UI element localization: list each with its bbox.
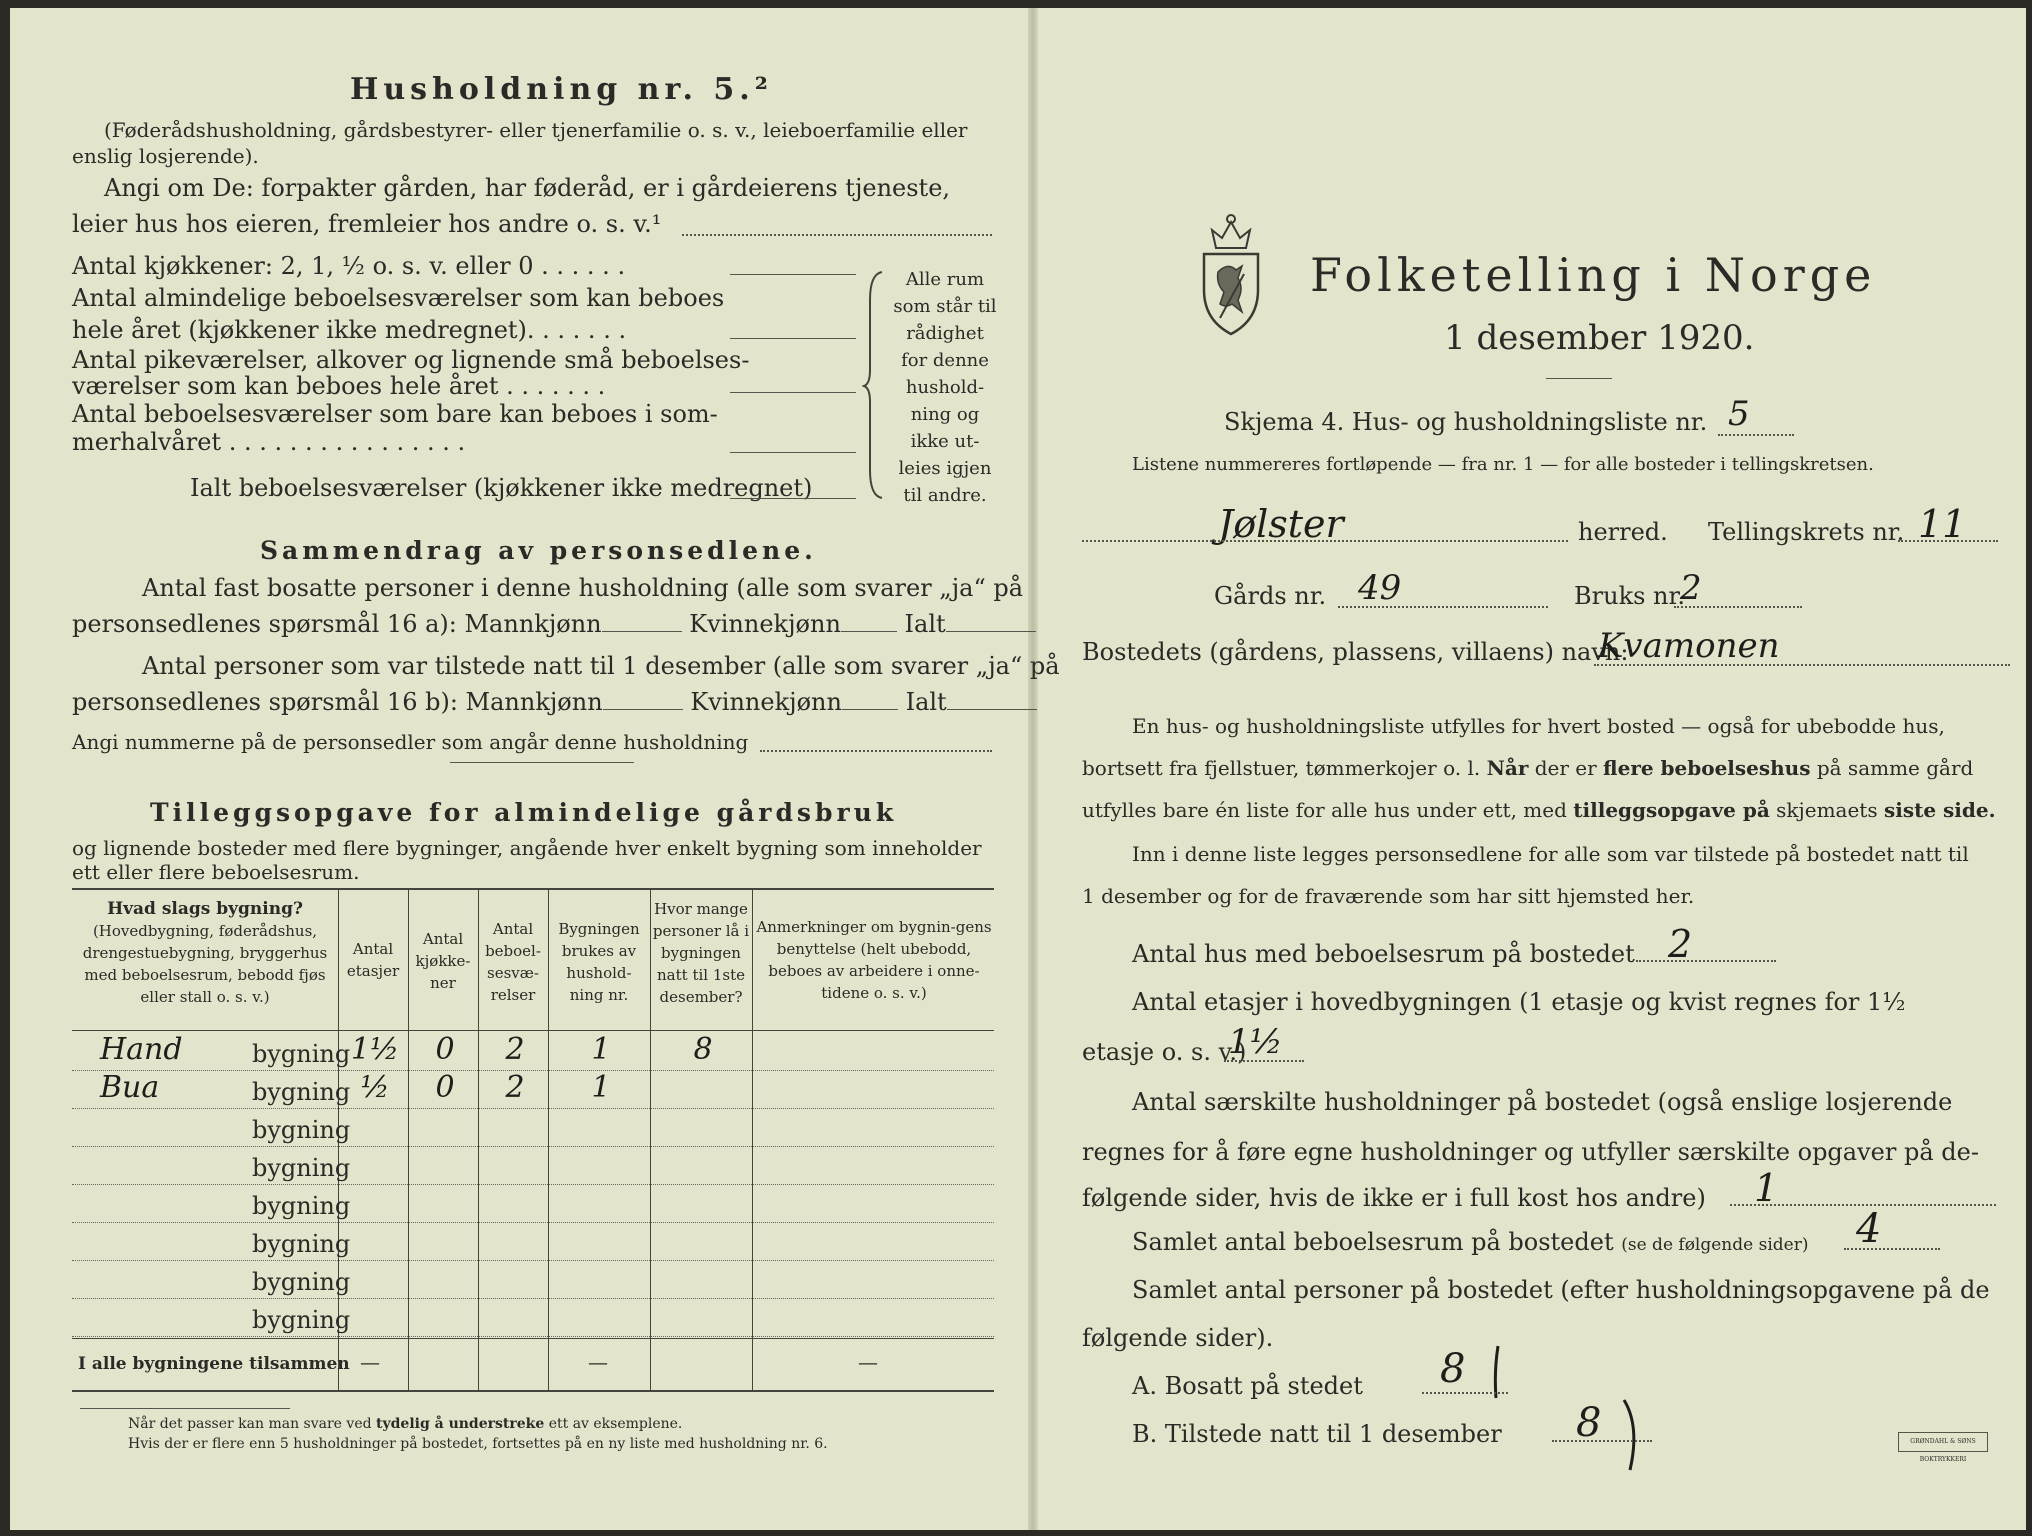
tilstede-line-1: Antal personer som var tilstede natt til 1 desember (alle som svarer „ja“ på	[142, 652, 1060, 680]
right-page	[1038, 8, 2026, 1530]
tillegg-line-2: ett eller flere beboelsesrum.	[72, 860, 360, 884]
nummerne-line: Angi nummerne på de personsedler som angår denne husholdning	[72, 730, 749, 754]
herred-label: herred.	[1578, 518, 1668, 546]
etasjer-line-2: etasje o. s. v.)	[1082, 1038, 1247, 1066]
col-head-rum: Antal beboel-sesvæ-relser	[485, 920, 541, 1004]
brace-note: Alle rum som står til rådighet for denne hushold- ning og ikke ut- leies igjen til andre.	[893, 269, 997, 506]
form-title: Folketelling i Norge	[1310, 248, 1877, 302]
husholdning-note-2: enslig losjerende).	[72, 144, 259, 168]
saer-line-1: Antal særskilte husholdninger på bostedet (også enslige losjerende	[1132, 1088, 1953, 1116]
bosatt-label: A. Bosatt på stedet	[1132, 1372, 1363, 1400]
total-etasjer: —	[360, 1350, 380, 1374]
etasjer-value: 1½	[1228, 1022, 1283, 1062]
samlet-rum-value: 4	[1856, 1206, 1882, 1252]
col-head-etasjer: Antal etasjer	[346, 940, 400, 980]
tilstede-line-2: personsedlenes spørsmål 16 b): Mannkjønn Kvinnekjønn Ialt	[72, 688, 1037, 716]
cell-kjokkener: 0	[435, 1032, 455, 1067]
sommer-line-2: merhalvåret . . . . . . . . . . . . . . . .	[72, 428, 466, 456]
building-name: Bua	[100, 1070, 160, 1105]
bygning-label: bygning	[252, 1230, 351, 1258]
cell-etasjer: ½	[360, 1070, 390, 1105]
page-fold	[1028, 8, 1038, 1530]
saer-line-2: regnes for å føre egne husholdninger og utfyller særskilte opgaver på de-	[1082, 1138, 1979, 1166]
bygning-label: bygning	[252, 1268, 351, 1296]
pike-line-2: værelser som kan beboes hele året . . . . . . .	[72, 372, 606, 400]
total-husholdning: —	[588, 1350, 608, 1374]
para1-line-2: bortsett fra fjellstuer, tømmerkojer o. l. Når der er flere beboelseshus på samme gård	[1082, 756, 1974, 780]
samlet-pers-line-1: Samlet antal personer på bostedet (efter husholdningsopgavene på de	[1132, 1276, 1990, 1304]
footnote-2: Hvis der er flere enn 5 husholdninger på bostedet, fortsettes på en ny liste med husholdning nr. 6.	[128, 1436, 828, 1452]
antal-hus-label: Antal hus med beboelsesrum på bostedet	[1132, 940, 1635, 968]
sammendrag-title: Sammendrag av personsedlene.	[260, 536, 817, 565]
cell-rum: 2	[505, 1032, 525, 1067]
tillegg-title: Tilleggsopgave for almindelige gårdsbruk	[150, 798, 898, 827]
col-head-kjokkener: Antal kjøkke-ner	[415, 930, 471, 992]
norway-coat-of-arms-icon	[1198, 208, 1264, 338]
cell-etasjer: 1½	[350, 1032, 400, 1067]
tilstede-label: B. Tilstede natt til 1 desember	[1132, 1420, 1502, 1448]
cell-kjokkener: 0	[435, 1070, 455, 1105]
tellingskrets-label: Tellingskrets nr.	[1708, 518, 1905, 546]
bosted-label: Bostedets (gårdens, plassens, villaens) navn:	[1082, 638, 1629, 666]
para1-line-1: En hus- og husholdningsliste utfylles for hvert bosted — også for ubebodde hus,	[1132, 714, 1945, 738]
tellingskrets-value: 11	[1918, 502, 1967, 546]
skjema-line: Skjema 4. Hus- og husholdningsliste nr.	[1224, 408, 1708, 436]
saer-line-3: følgende sider, hvis de ikke er i full kost hos andre)	[1082, 1184, 1706, 1212]
ialt-line: Ialt beboelsesværelser (kjøkkener ikke medregnet)	[190, 474, 813, 502]
husholdning-title: Husholdning nr. 5.²	[350, 72, 773, 107]
form-date: 1 desember 1920.	[1444, 318, 1755, 358]
bygning-label: bygning	[252, 1154, 351, 1182]
bruks-label: Bruks nr.	[1574, 582, 1685, 610]
para2-line-2: 1 desember og for de fraværende som har sitt hjemsted her.	[1082, 884, 1695, 908]
tilstede-value: 8	[1576, 1400, 1602, 1446]
bosted-value: Kvamonen	[1598, 626, 1780, 666]
brace	[862, 270, 886, 500]
fast-line-1: Antal fast bosatte personer i denne husholdning (alle som svarer „ja“ på	[142, 574, 1024, 602]
tilstede-handwritten-mark-icon	[1614, 1396, 1644, 1476]
bygning-label: bygning	[252, 1040, 351, 1068]
bygning-label: bygning	[252, 1116, 351, 1144]
building-name: Hand	[100, 1032, 183, 1067]
total-label: I alle bygningene tilsammen	[78, 1354, 350, 1374]
husholdning-note-1: (Føderådshusholdning, gårdsbestyrer- eller tjenerfamilie o. s. v., leieboerfamilie eller	[104, 118, 968, 142]
col-head-personer: Hvor mange personer lå i bygningen natt til 1ste desember?	[652, 900, 750, 1006]
para2-line-1: Inn i denne liste legges personsedlene for alle som var tilstede på bostedet natt til	[1132, 842, 1969, 866]
census-form-sheet	[10, 8, 2026, 1530]
etasjer-line-1: Antal etasjer i hovedbygningen (1 etasje og kvist regnes for 1½	[1132, 988, 1906, 1016]
listene-line: Listene nummereres fortløpende — fra nr. 1 — for alle bosteder i tellingskretsen.	[1132, 454, 1874, 475]
fast-line-2: personsedlenes spørsmål 16 a): Mannkjønn Kvinnekjønn Ialt	[72, 610, 1036, 638]
herred-value: Jølster	[1218, 502, 1344, 546]
gards-value: 49	[1358, 568, 1402, 608]
bosatt-value: 8	[1440, 1346, 1466, 1392]
angi-line-2: leier hus hos eieren, fremleier hos andre o. s. v.¹	[72, 210, 662, 238]
col-head-building: Hvad slags bygning? (Hovedbygning, føderådshus, drengestuebygning, bryggerhus med beboelsesrum, bebodd fjøs eller stall o. s. v.)	[82, 899, 328, 1006]
cell-rum: 2	[505, 1070, 525, 1105]
bygning-label: bygning	[252, 1192, 351, 1220]
tillegg-line-1: og lignende bosteder med flere bygninger, angående hver enkelt bygning som inneholder	[72, 836, 982, 860]
skjema-nr-value: 5	[1728, 394, 1750, 434]
samlet-rum-line: Samlet antal beboelsesrum på bostedet (se de følgende sider)	[1132, 1228, 1809, 1256]
total-anmerkninger: —	[858, 1350, 878, 1374]
printer-stamp: GRØNDAHL & SØNS BOKTRYKKERI	[1898, 1432, 1988, 1452]
footnote-1: Når det passer kan man svare ved tydelig å understreke ett av eksemplene.	[128, 1416, 683, 1432]
alm-line-2: hele året (kjøkkener ikke medregnet). . . . . . .	[72, 316, 627, 344]
bygning-label: bygning	[252, 1306, 351, 1334]
bruks-value: 2	[1680, 568, 1702, 608]
cell-pers: 8	[693, 1032, 713, 1067]
alm-line-1: Antal almindelige beboelsesværelser som kan beboes	[72, 284, 725, 312]
bygning-label: bygning	[252, 1078, 351, 1106]
pike-line-1: Antal pikeværelser, alkover og lignende små beboelses-	[72, 346, 750, 374]
kjokkener-line: Antal kjøkkener: 2, 1, ½ o. s. v. eller 0 . . . . . .	[72, 252, 626, 280]
sommer-line-1: Antal beboelsesværelser som bare kan beboes i som-	[72, 400, 718, 428]
para1-line-3: utfylles bare én liste for alle hus under ett, med tilleggsopgave på skjemaets siste side.	[1082, 798, 1996, 822]
saer-value: 1	[1754, 1166, 1779, 1210]
left-page	[10, 8, 1060, 1530]
angi-line-1: Angi om De: forpakter gården, har føderåd, er i gårdeierens tjeneste,	[104, 174, 951, 202]
cell-hush: 1	[591, 1032, 611, 1067]
cell-hush: 1	[591, 1070, 611, 1105]
col-head-husholdning: Bygningen brukes av hushold-ning nr.	[558, 920, 640, 1004]
gards-label: Gårds nr.	[1214, 582, 1327, 610]
antal-hus-value: 2	[1668, 922, 1693, 966]
samlet-pers-line-2: følgende sider).	[1082, 1324, 1274, 1352]
col-head-anmerkninger: Anmerkninger om bygnin-gens benyttelse (helt ubebodd, beboes av arbeidere i onne-tidene o. s. v.)	[756, 918, 992, 1002]
